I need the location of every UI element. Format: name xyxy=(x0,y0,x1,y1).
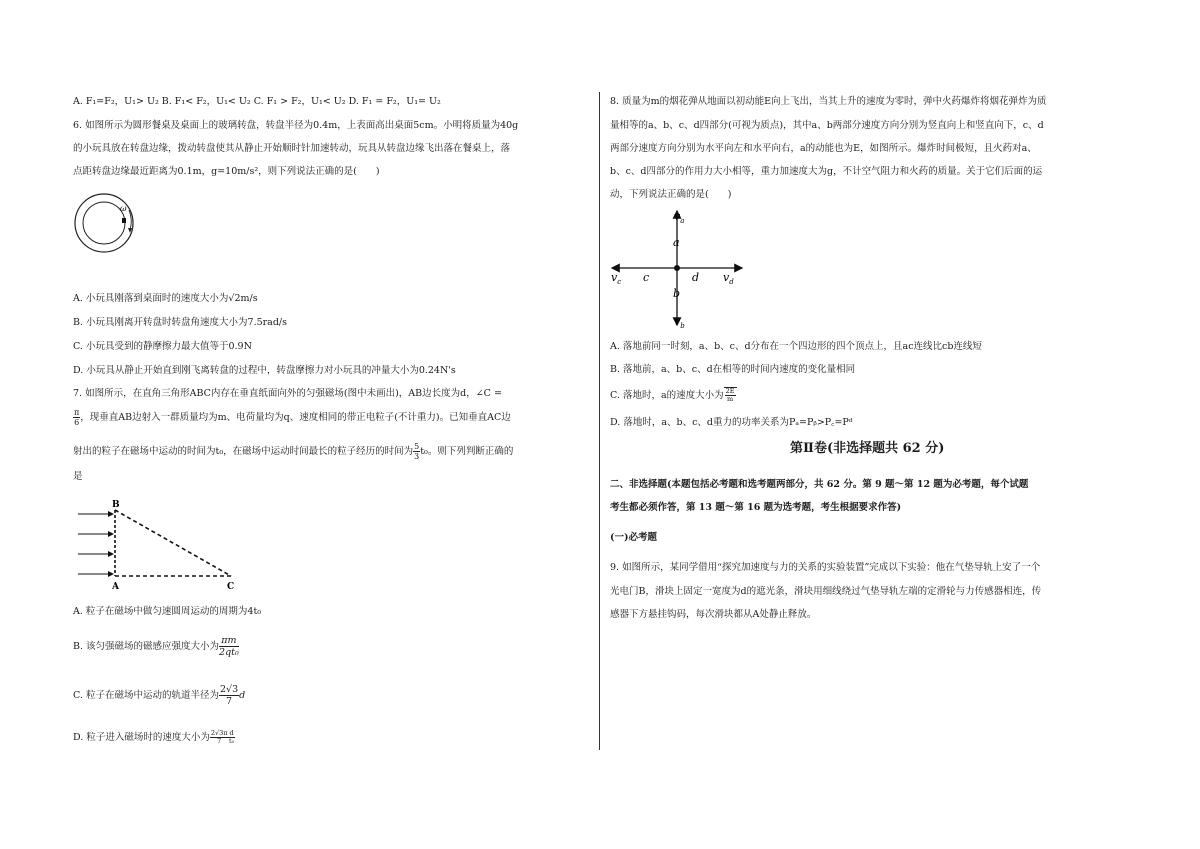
q7-option-d: D. 粒子进入磁场时的速度大小为 xyxy=(73,732,210,743)
c-label: c xyxy=(643,271,650,284)
vertex-b-label: B xyxy=(112,500,120,510)
q7-text-line2-wrap xyxy=(73,408,511,427)
q9-text-line2: 光电门B，滑块上固定一宽度为d的遮光条，滑块用细线绕过气垫导轨左端的定滑轮与力传感器相连，传 xyxy=(610,586,1042,597)
q8-option-c-formula: $\frac{2E}{m}$ xyxy=(725,387,735,403)
q7-option-c-d: d xyxy=(239,690,246,701)
part2-desc-line1: 二、非选择题(本题包括必考题和选考题两部分，共 62 分。第 9 题～第 12 题为必考题，每个试题 xyxy=(610,479,1029,490)
q8-text-line1: 8. 质量为m的烟花弹从地面以初动能E向上飞出，当其上升的速度为零时，弹中火药爆炸将烟花弹炸为质 xyxy=(610,96,1047,107)
triangle-figure xyxy=(73,498,248,593)
column-divider xyxy=(599,92,600,750)
q6-text-line1: 6. 如图所示为圆形餐桌及桌面上的玻璃转盘，转盘半径为0.4m，上表面高出桌面5cm。小明将质量为40g xyxy=(73,120,519,131)
q8-option-c: C. 落地时，a的速度大小为 xyxy=(610,390,724,401)
q6-text-line2: 的小玩具放在转盘边缘，拨动转盘使其从静止开始顺时针加速转动，玩具从转盘边缘飞出落在餐桌上，落 xyxy=(73,143,511,154)
q8-text-line4: b、c、d四部分的作用力大小相等，重力加速度大为g，不计空气阻力和火药的质量。关于它们后面的运 xyxy=(610,166,1043,177)
q8-option-c-wrap xyxy=(610,387,737,403)
q6-option-a: A. 小玩具刚落到桌面时的速度大小为√2m/s xyxy=(73,293,258,304)
part2-desc-line2: 考生都必须作答，第 13 题～第 16 题为选考题，考生根据要求作答) xyxy=(610,502,902,513)
velocity-diagram xyxy=(610,208,770,333)
q8-text-line3: 两部分速度方向分别为水平向左和水平向右，a的动能也为E，如图所示。爆炸时间极短，且火药对a、 xyxy=(610,143,1037,154)
q6-option-b: B. 小玩具刚离开转盘时转盘角速度大小为7.5rad/s xyxy=(73,317,287,328)
q8-text-line5: 动，下列说法正确的是( ) xyxy=(610,189,732,200)
q6-text-line3: 点距转盘边缘最近距离为0.1m，g=10m/s²，则下列说法正确的是( ) xyxy=(73,166,380,177)
q8-option-d: D. 落地时，a、b、c、d重力的功率关系为Pₐ=Pᵦ>P꜀=Pᵈ xyxy=(610,417,853,428)
q7-text-line3-wrap xyxy=(73,442,513,461)
turntable-figure xyxy=(73,190,135,256)
q8-text-line2: 量相等的a、b、c、d四部分(可视为质点)，其中a、b两部分速度方向分别为竖直向上和竖直向下，c、d xyxy=(610,120,1044,131)
time-fraction: $\frac{5}{3}$ xyxy=(414,442,420,461)
q7-option-a: A. 粒子在磁场中做匀速圆周运动的周期为4t₀ xyxy=(73,606,262,617)
vd-label: $v_d$ xyxy=(723,271,734,286)
section-required: (一)必考题 xyxy=(610,532,657,543)
q5-options: A. F₁=F₂，U₁> U₂ B. F₁< F₂，U₁< U₂ C. F₁ > F₂，U₁< U₂ D. F₁ = F₂，U₁= U₂ xyxy=(73,96,441,107)
q9-text-line1: 9. 如图所示，某同学借用“探究加速度与力的关系的实验装置”完成以下实验：他在气垫导轨上安了一个 xyxy=(610,562,1041,573)
q7-option-c: C. 粒子在磁场中运动的轨道半径为 xyxy=(73,690,219,701)
q7-text-line1: 7. 如图所示，在直角三角形ABC内存在垂直纸面向外的匀强磁场(图中未画出)，AB边长度为d，∠C = xyxy=(73,388,502,399)
q7-option-b-formula: $\frac{\pi m}{\text{2qt₀}}$ xyxy=(219,635,239,658)
vertex-a-label: A xyxy=(112,582,119,592)
angle-fraction: $\frac{\pi}{6}$ xyxy=(74,408,80,427)
q7-option-d-formula-2: $\frac{d}{\text{t₀}}$ xyxy=(228,729,235,745)
b-label: b xyxy=(673,287,681,300)
q7-text-line3-tail: t₀。则下列判断正确的 xyxy=(420,446,514,457)
q7-option-d-formula-1: $\frac{2√3\pi}{7}$ xyxy=(210,729,228,745)
va-label: $v_a$ xyxy=(674,210,685,225)
a-label: a xyxy=(673,236,680,249)
q7-text-line2: ，现垂直AB边射入一群质量均为m、电荷量均为q、速度相同的带正电粒子(不计重力)。已知垂直AC边 xyxy=(80,412,511,423)
vertex-c-label: C xyxy=(227,582,235,592)
q8-option-a: A. 落地前同一时刻，a、b、c、d分布在一个四边形的四个顶点上，且ac连线比cb连线短 xyxy=(610,341,982,352)
q9-text-line3: 感器下方悬挂钩码，每次滑块都从A处静止释放。 xyxy=(610,609,817,620)
q7-option-d-wrap xyxy=(73,730,235,745)
q6-option-d: D. 小玩具从静止开始直到刚飞离转盘的过程中，转盘摩擦力对小玩具的冲量大小为0.24N's xyxy=(73,365,456,376)
q7-text-line4: 是 xyxy=(73,471,83,482)
q6-option-c: C. 小玩具受到的静摩擦力最大值等于0.9N xyxy=(73,341,252,352)
d-label: d xyxy=(692,271,700,284)
part2-title: 第Ⅱ卷(非选择题共 62 分) xyxy=(790,441,945,456)
q7-text-line3: 射出的粒子在磁场中运动的时间为t₀，在磁场中运动时间最长的粒子经历的时间为 xyxy=(73,446,414,457)
q7-option-c-wrap xyxy=(73,684,245,707)
omega-label: ω xyxy=(120,204,127,213)
q8-option-b: B. 落地前，a、b、c、d在相等的时间内速度的变化量相同 xyxy=(610,364,856,375)
q7-option-b: B. 该匀强磁场的磁感应强度大小为 xyxy=(73,641,220,652)
q7-option-b-wrap xyxy=(73,635,239,658)
q7-option-c-formula: $\frac{2√3}{7}$ xyxy=(219,684,239,707)
vb-label: $v_b$ xyxy=(674,315,685,330)
vc-label: $v_c$ xyxy=(611,271,622,286)
